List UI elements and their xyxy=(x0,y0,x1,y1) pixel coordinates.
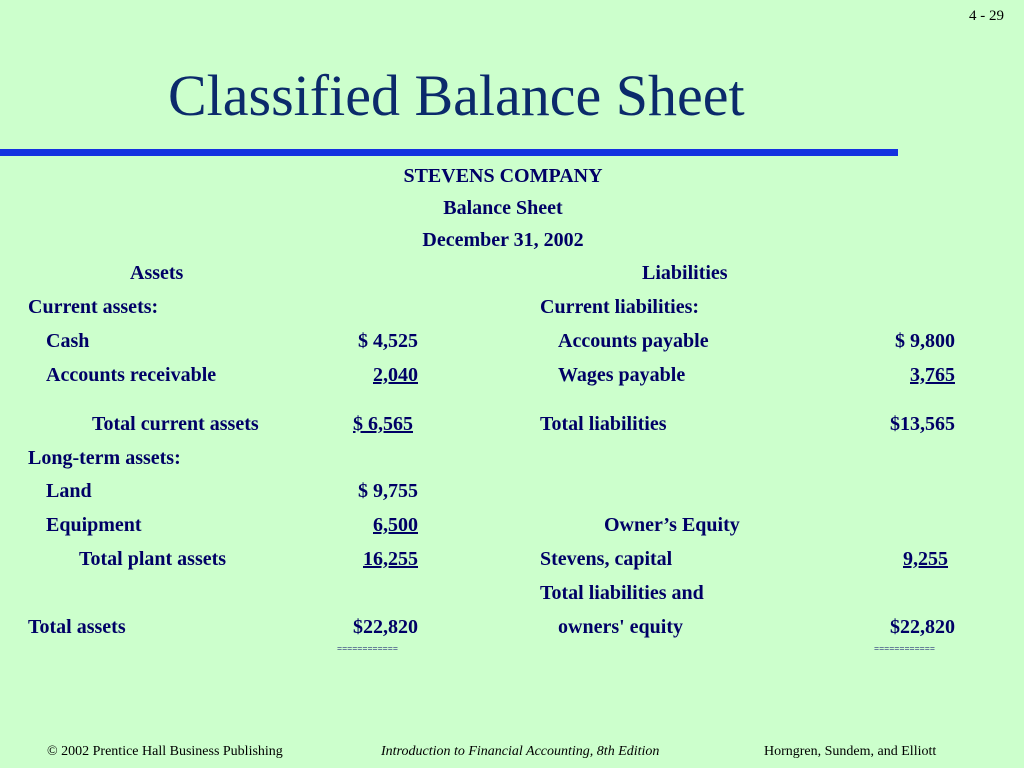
land-label: Land xyxy=(46,480,92,502)
stevens-capital-value: 9,255 xyxy=(903,548,948,570)
total-assets-label: Total assets xyxy=(28,616,126,638)
footer-book-title: Introduction to Financial Accounting, 8th Edition xyxy=(381,744,660,759)
assets-header: Assets xyxy=(130,262,184,284)
land-value: $ 9,755 xyxy=(358,480,418,502)
slide-number: 4 - 29 xyxy=(969,8,1004,24)
accounts-payable-label: Accounts payable xyxy=(558,330,709,352)
liabilities-header: Liabilities xyxy=(642,262,728,284)
total-liabilities-value: $13,565 xyxy=(890,413,955,435)
total-assets-double-rule: ============ xyxy=(337,644,398,654)
wages-payable-label: Wages payable xyxy=(558,364,686,386)
total-current-assets-label: Total current assets xyxy=(92,413,259,435)
company-name: STEVENS COMPANY xyxy=(403,165,603,187)
footer-authors: Horngren, Sundem, and Elliott xyxy=(764,744,937,759)
total-plant-assets-label: Total plant assets xyxy=(79,548,227,570)
cash-value: $ 4,525 xyxy=(358,330,418,352)
owners-equity-header: Owner’s Equity xyxy=(604,514,740,536)
accounts-receivable-label: Accounts receivable xyxy=(46,364,217,386)
current-liabilities-label: Current liabilities: xyxy=(540,296,700,318)
total-liabilities-label: Total liabilities xyxy=(540,413,667,435)
wages-payable-value: 3,765 xyxy=(910,364,955,386)
title-divider xyxy=(0,149,898,156)
cash-label: Cash xyxy=(46,330,90,352)
total-liabilities-equity-value: $22,820 xyxy=(890,616,955,638)
total-liabilities-equity-double-rule: ============ xyxy=(874,644,935,654)
total-liabilities-equity-label-2: owners' equity xyxy=(558,616,683,638)
accounts-payable-value: $ 9,800 xyxy=(895,330,955,352)
footer-copyright: © 2002 Prentice Hall Business Publishing xyxy=(47,744,283,759)
total-current-assets-value: $ 6,565 xyxy=(353,413,413,435)
stevens-capital-label: Stevens, capital xyxy=(540,548,673,570)
current-assets-label: Current assets: xyxy=(28,296,159,318)
equipment-value: 6,500 xyxy=(373,514,418,536)
slide-title: Classified Balance Sheet xyxy=(168,63,745,128)
equipment-label: Equipment xyxy=(46,514,142,536)
total-assets-value: $22,820 xyxy=(353,616,418,638)
long-term-assets-label: Long-term assets: xyxy=(28,447,181,469)
accounts-receivable-value: 2,040 xyxy=(373,364,418,386)
statement-name: Balance Sheet xyxy=(443,197,563,219)
total-plant-assets-value: 16,255 xyxy=(363,548,418,570)
statement-date: December 31, 2002 xyxy=(422,229,584,251)
total-liabilities-equity-label-1: Total liabilities and xyxy=(540,582,704,604)
